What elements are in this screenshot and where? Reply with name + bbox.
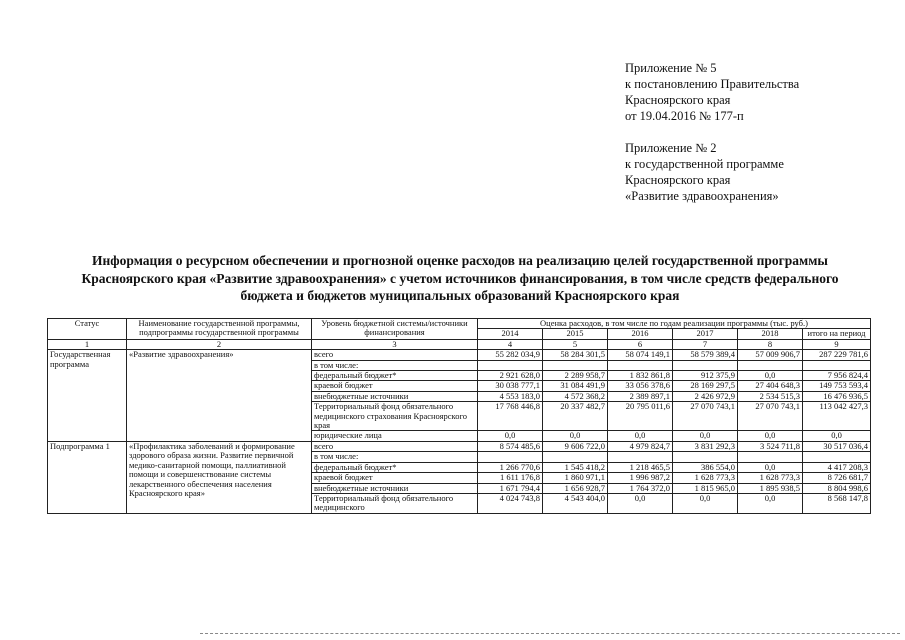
row-value: 0,0 bbox=[673, 431, 738, 441]
appendix-2-line: Красноярского края bbox=[625, 173, 731, 187]
row-value: 30 517 036,4 bbox=[803, 441, 871, 451]
row-value: 57 009 906,7 bbox=[738, 350, 803, 360]
row-value bbox=[543, 452, 608, 462]
row-source: внебюджетные источники bbox=[312, 391, 478, 401]
row-value: 1 266 770,6 bbox=[478, 462, 543, 472]
row-source: Территориальный фонд обязательного медицинского bbox=[312, 493, 478, 513]
header-estimate: Оценка расходов, в том числе по годам реализации программы (тыс. руб.) bbox=[478, 319, 871, 329]
row-source: Территориальный фонд обязательного медицинского страхования Красноярского края bbox=[312, 402, 478, 431]
row-value: 0,0 bbox=[608, 493, 673, 513]
row-value: 4 553 183,0 bbox=[478, 391, 543, 401]
row-value: 1 996 987,2 bbox=[608, 473, 673, 483]
row-value: 1 628 773,3 bbox=[738, 473, 803, 483]
row-value: 27 070 743,1 bbox=[673, 402, 738, 431]
row-value: 4 417 208,3 bbox=[803, 462, 871, 472]
column-index: 2 bbox=[127, 339, 312, 349]
row-value: 0,0 bbox=[738, 431, 803, 441]
row-value: 28 169 297,5 bbox=[673, 381, 738, 391]
row-value: 27 404 648,3 bbox=[738, 381, 803, 391]
row-value bbox=[673, 360, 738, 370]
row-value: 3 831 292,3 bbox=[673, 441, 738, 451]
row-value: 8 574 485,6 bbox=[478, 441, 543, 451]
row-value: 2 921 628,0 bbox=[478, 371, 543, 381]
row-value: 2 289 958,7 bbox=[543, 371, 608, 381]
appendix-2-line: к государственной программе bbox=[625, 157, 784, 171]
row-value: 1 764 372,0 bbox=[608, 483, 673, 493]
row-value: 9 606 722,0 bbox=[543, 441, 608, 451]
row-value: 0,0 bbox=[803, 431, 871, 441]
row-value bbox=[803, 452, 871, 462]
row-value: 3 524 711,8 bbox=[738, 441, 803, 451]
row-value: 8 726 681,7 bbox=[803, 473, 871, 483]
row-value: 4 979 824,7 bbox=[608, 441, 673, 451]
row-source: всего bbox=[312, 350, 478, 360]
appendix-5-line: Приложение № 5 bbox=[625, 61, 717, 75]
row-value: 912 375,9 bbox=[673, 371, 738, 381]
header-total: итого на период bbox=[803, 329, 871, 339]
document-title: Информация о ресурсном обеспечении и прогнозной оценке расходов на реализацию целей государственной программы Красноярского края «Развитие здравоохранения» с учетом источников финансирования, в том числе средств федерального бюджета и бюджетов муниципальных образований Красноярского края bbox=[81, 253, 839, 303]
row-value: 1 545 418,2 bbox=[543, 462, 608, 472]
column-index: 5 bbox=[543, 339, 608, 349]
header-year: 2014 bbox=[478, 329, 543, 339]
row-value: 1 628 773,3 bbox=[673, 473, 738, 483]
row-value: 31 084 491,9 bbox=[543, 381, 608, 391]
row-value: 4 543 404,0 bbox=[543, 493, 608, 513]
header-year: 2017 bbox=[673, 329, 738, 339]
row-source: юридические лица bbox=[312, 431, 478, 441]
row-value: 20 795 011,6 bbox=[608, 402, 673, 431]
resource-table bbox=[47, 318, 871, 514]
column-index: 3 bbox=[312, 339, 478, 349]
row-status: Государственная программа bbox=[48, 350, 127, 442]
row-value: 0,0 bbox=[543, 431, 608, 441]
row-value: 0,0 bbox=[608, 431, 673, 441]
row-value: 30 038 777,1 bbox=[478, 381, 543, 391]
row-value: 1 815 965,0 bbox=[673, 483, 738, 493]
column-index: 9 bbox=[803, 339, 871, 349]
row-source: в том числе: bbox=[312, 452, 478, 462]
row-value: 16 476 936,5 bbox=[803, 391, 871, 401]
row-value: 113 042 427,3 bbox=[803, 402, 871, 431]
row-value bbox=[803, 360, 871, 370]
header-year: 2015 bbox=[543, 329, 608, 339]
header-year: 2016 bbox=[608, 329, 673, 339]
appendix-block bbox=[625, 60, 799, 204]
appendix-5-line: от 19.04.2016 № 177-п bbox=[625, 109, 744, 123]
row-value: 2 389 897,1 bbox=[608, 391, 673, 401]
row-source: федеральный бюджет* bbox=[312, 371, 478, 381]
row-value: 1 860 971,1 bbox=[543, 473, 608, 483]
row-value: 4 024 743,8 bbox=[478, 493, 543, 513]
column-index-row bbox=[48, 339, 871, 349]
column-index: 8 bbox=[738, 339, 803, 349]
appendix-2 bbox=[625, 140, 799, 204]
row-value: 33 056 378,6 bbox=[608, 381, 673, 391]
row-value: 1 895 938,5 bbox=[738, 483, 803, 493]
appendix-5-line: к постановлению Правительства bbox=[625, 77, 800, 91]
row-source: в том числе: bbox=[312, 360, 478, 370]
column-index: 4 bbox=[478, 339, 543, 349]
row-value: 0,0 bbox=[738, 493, 803, 513]
row-value: 386 554,0 bbox=[673, 462, 738, 472]
table-row bbox=[48, 441, 871, 451]
row-value: 8 568 147,8 bbox=[803, 493, 871, 513]
row-source: краевой бюджет bbox=[312, 381, 478, 391]
row-value: 58 074 149,1 bbox=[608, 350, 673, 360]
row-value bbox=[673, 452, 738, 462]
row-value: 1 656 928,7 bbox=[543, 483, 608, 493]
row-value: 27 070 743,1 bbox=[738, 402, 803, 431]
row-value: 55 282 034,9 bbox=[478, 350, 543, 360]
row-value: 149 753 593,4 bbox=[803, 381, 871, 391]
row-value: 58 579 389,4 bbox=[673, 350, 738, 360]
row-value bbox=[608, 452, 673, 462]
row-value: 8 804 998,6 bbox=[803, 483, 871, 493]
row-value: 2 534 515,3 bbox=[738, 391, 803, 401]
table-row bbox=[48, 350, 871, 360]
row-source: краевой бюджет bbox=[312, 473, 478, 483]
row-value bbox=[738, 452, 803, 462]
row-status: Подпрограмма 1 bbox=[48, 441, 127, 513]
row-value: 17 768 446,8 bbox=[478, 402, 543, 431]
row-value: 7 956 824,4 bbox=[803, 371, 871, 381]
appendix-2-line: «Развитие здравоохранения» bbox=[625, 189, 779, 203]
column-index: 7 bbox=[673, 339, 738, 349]
row-value: 1 832 861,8 bbox=[608, 371, 673, 381]
appendix-2-line: Приложение № 2 bbox=[625, 141, 717, 155]
row-value: 4 572 368,2 bbox=[543, 391, 608, 401]
row-value: 1 671 794,4 bbox=[478, 483, 543, 493]
row-value bbox=[543, 360, 608, 370]
row-value bbox=[608, 360, 673, 370]
row-source: федеральный бюджет* bbox=[312, 462, 478, 472]
row-value: 1 218 465,5 bbox=[608, 462, 673, 472]
row-value: 20 337 482,7 bbox=[543, 402, 608, 431]
row-value bbox=[478, 452, 543, 462]
row-value: 58 284 301,5 bbox=[543, 350, 608, 360]
column-index: 6 bbox=[608, 339, 673, 349]
row-program-name: «Развитие здравоохранения» bbox=[127, 350, 312, 442]
header-year: 2018 bbox=[738, 329, 803, 339]
row-value: 1 611 176,8 bbox=[478, 473, 543, 483]
row-source: всего bbox=[312, 441, 478, 451]
appendix-5-line: Красноярского края bbox=[625, 93, 731, 107]
row-value: 2 426 972,9 bbox=[673, 391, 738, 401]
header-status: Статус bbox=[48, 319, 127, 340]
row-program-name: «Профилактика заболеваний и формирование здорового образа жизни. Развитие первичной медико-санитарной помощи, паллиативной помощи и совершенствование системы лекарственного обеспечения населения Красноярского края» bbox=[127, 441, 312, 513]
appendix-5 bbox=[625, 60, 799, 124]
header-program-name: Наименование государственной программы, подпрограммы государственной программы bbox=[127, 319, 312, 340]
header-funding-level: Уровень бюджетной системы/источники финансирования bbox=[312, 319, 478, 340]
row-value: 0,0 bbox=[738, 371, 803, 381]
column-index: 1 bbox=[48, 339, 127, 349]
row-value bbox=[738, 360, 803, 370]
row-value bbox=[478, 360, 543, 370]
row-source: внебюджетные источники bbox=[312, 483, 478, 493]
row-value: 0,0 bbox=[738, 462, 803, 472]
row-value: 0,0 bbox=[478, 431, 543, 441]
page-cut-line bbox=[200, 633, 900, 635]
row-value: 0,0 bbox=[673, 493, 738, 513]
row-value: 287 229 781,6 bbox=[803, 350, 871, 360]
